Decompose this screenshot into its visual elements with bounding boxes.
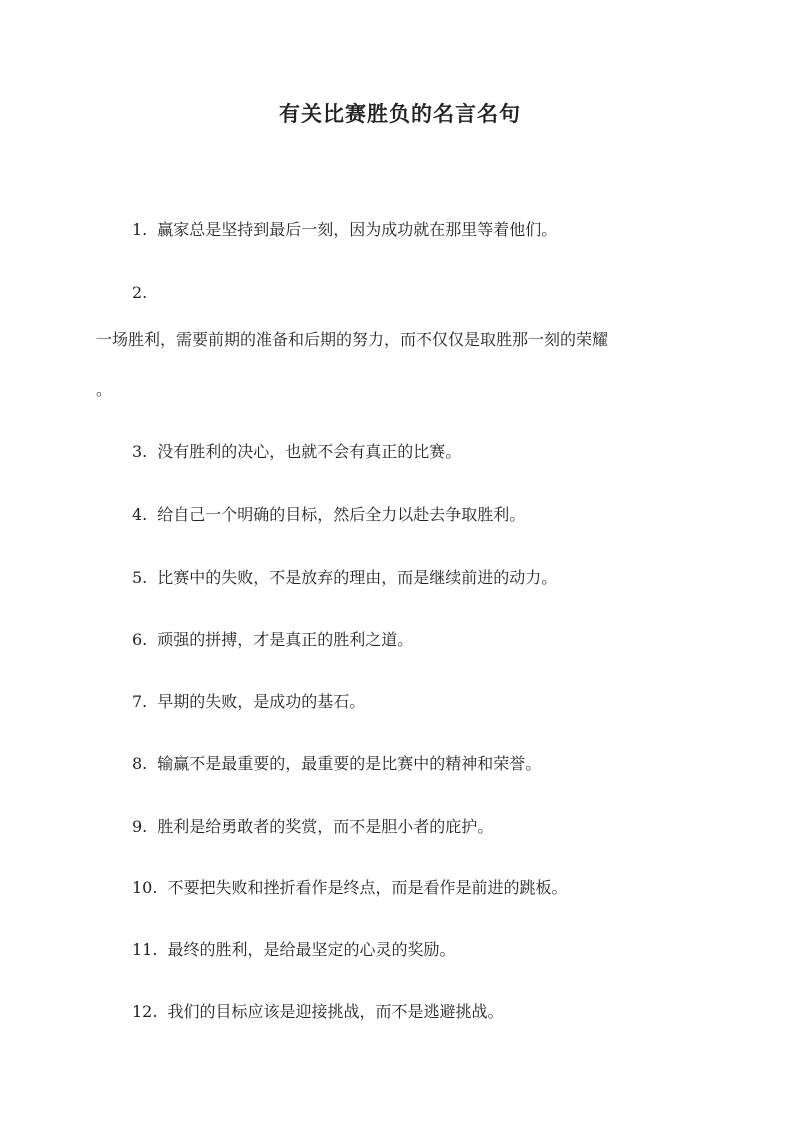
quote-item-1 bbox=[132, 218, 557, 242]
quote-text: 比赛中的失败，不是放弃的理由，而是继续前进的动力。 bbox=[157, 568, 558, 587]
quote-number: 5. bbox=[132, 568, 148, 587]
quote-number: 4. bbox=[132, 505, 148, 524]
quote-item-9 bbox=[132, 815, 493, 839]
page-title: 有关比赛胜负的名言名句 bbox=[279, 101, 521, 126]
quote-number: 3. bbox=[132, 442, 148, 461]
quote-item-2 bbox=[132, 281, 157, 305]
quote-text: 我们的目标应该是迎接挑战，而不是逃避挑战。 bbox=[167, 1002, 504, 1021]
quote-item-6 bbox=[132, 628, 413, 652]
quote-number: 11. bbox=[132, 940, 158, 959]
quote-item-5 bbox=[132, 566, 557, 590]
quote-item-11 bbox=[132, 938, 455, 962]
quote-number: 7. bbox=[132, 692, 148, 711]
quote-item-3 bbox=[132, 440, 461, 464]
quote-number: 2. bbox=[132, 283, 148, 302]
quote-number: 6. bbox=[132, 630, 148, 649]
quote-text-2-tail: 。 bbox=[96, 380, 113, 399]
quote-item-4 bbox=[132, 503, 525, 527]
quote-item-7 bbox=[132, 690, 365, 714]
quote-number: 1. bbox=[132, 220, 148, 239]
quote-item-8 bbox=[132, 752, 541, 776]
quote-text: 早期的失败，是成功的基石。 bbox=[157, 692, 366, 711]
quote-number: 12. bbox=[132, 1002, 158, 1021]
quote-text: 胜利是给勇敢者的奖赏，而不是胆小者的庇护。 bbox=[157, 817, 494, 836]
quote-text: 顽强的拼搏，才是真正的胜利之道。 bbox=[157, 630, 414, 649]
quote-item-12 bbox=[132, 1000, 503, 1024]
quote-text: 给自己一个明确的目标，然后全力以赴去争取胜利。 bbox=[157, 505, 526, 524]
quote-number: 10. bbox=[132, 878, 158, 897]
quote-item-10 bbox=[132, 876, 567, 900]
quote-number: 8. bbox=[132, 754, 148, 773]
quote-text: 没有胜利的决心，也就不会有真正的比赛。 bbox=[157, 442, 462, 461]
quote-text: 输赢不是最重要的，最重要的是比赛中的精神和荣誉。 bbox=[157, 754, 542, 773]
quote-number: 9. bbox=[132, 817, 148, 836]
quote-text-2-line: 一场胜利，需要前期的准备和后期的努力，而不仅仅是取胜那一刻的荣耀 bbox=[96, 330, 609, 349]
quote-text: 赢家总是坚持到最后一刻，因为成功就在那里等着他们。 bbox=[157, 220, 558, 239]
quote-text: 不要把失败和挫折看作是终点，而是看作是前进的跳板。 bbox=[167, 878, 568, 897]
quote-text: 最终的胜利，是给最坚定的心灵的奖励。 bbox=[167, 940, 456, 959]
